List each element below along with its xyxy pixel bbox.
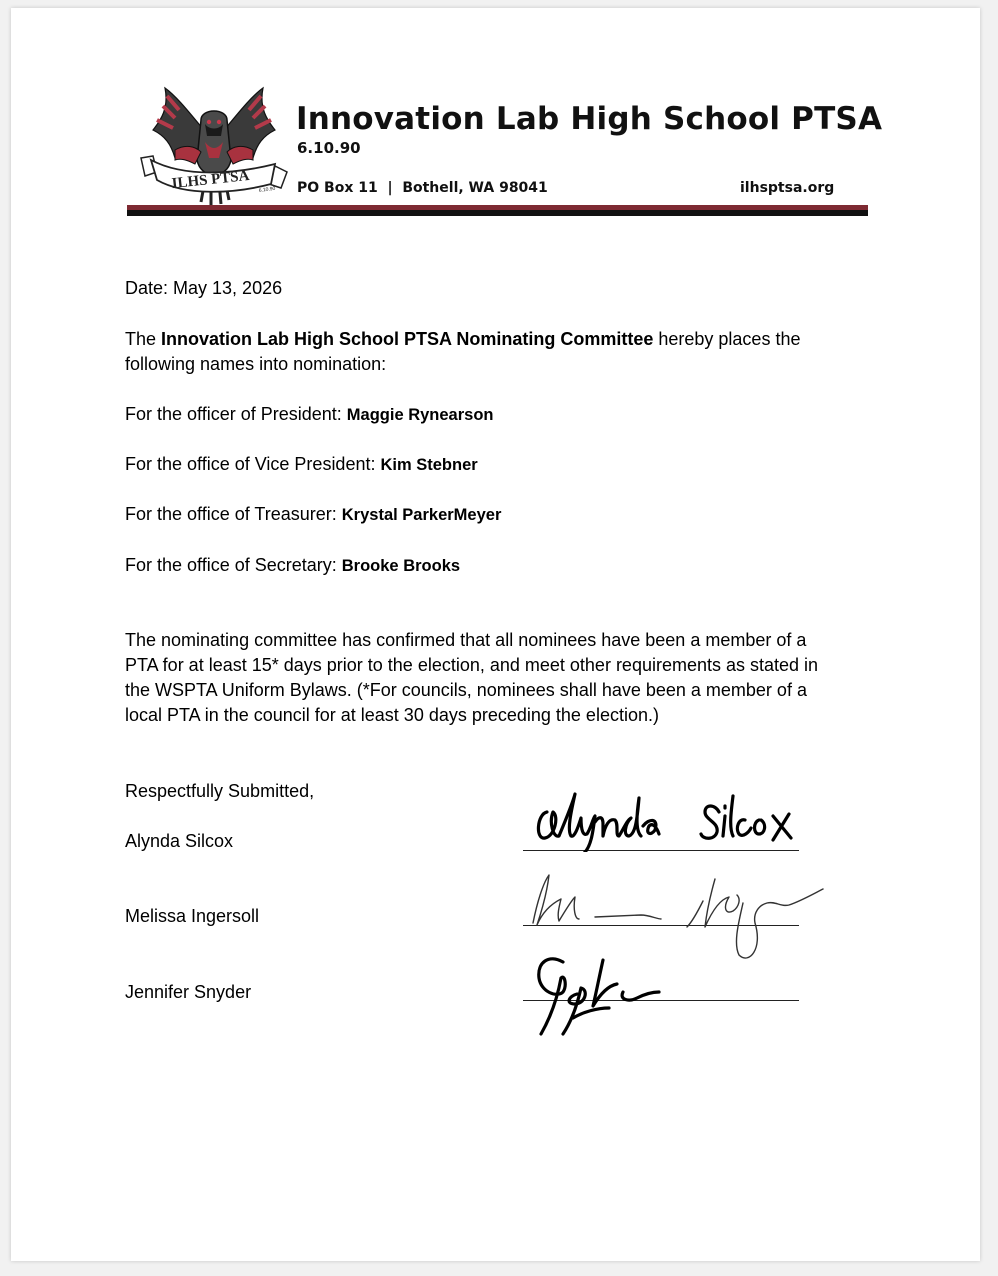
signer-name: Jennifer Snyder — [125, 982, 252, 1002]
intro-prefix: The — [125, 329, 162, 349]
intro-suffix: hereby places the — [653, 329, 801, 349]
signer-name: Alynda Silcox — [125, 831, 234, 851]
organization-name: Innovation Lab High School PTSA — [296, 101, 883, 137]
nomination-vice-president — [125, 452, 478, 478]
committee-name: Innovation Lab High School PTSA Nominating Committee — [161, 329, 654, 349]
nomination-treasurer — [125, 502, 501, 528]
signer-name: Melissa Ingersoll — [125, 906, 260, 926]
logo-banner-text: ILHS PTSA — [170, 167, 251, 193]
document-page — [11, 8, 980, 1261]
nomination-label: For the officer of President: — [125, 404, 347, 424]
closing: Respectfully Submitted, — [125, 781, 315, 801]
logo-number-text: 6.10.90 — [258, 185, 276, 194]
letter-date: Date: May 13, 2026 — [125, 278, 283, 298]
confirmation-line: local PTA in the council for at least 30 days preceding the election.) — [125, 705, 659, 725]
confirmation-line: the WSPTA Uniform Bylaws. (*For councils, nominees shall have been a member of a — [125, 680, 807, 700]
signature-jennifer-snyder — [519, 948, 749, 1043]
nominee-name: Krystal ParkerMeyer — [341, 506, 502, 524]
nomination-president — [125, 402, 494, 428]
intro-line-2: following names into nomination: — [125, 354, 387, 374]
nominee-name: Kim Stebner — [380, 456, 478, 474]
letterhead-rule-black — [127, 210, 868, 216]
nomination-secretary — [125, 553, 460, 579]
confirmation-paragraph — [125, 628, 885, 728]
organization-website: ilhsptsa.org — [740, 180, 835, 196]
nominee-name: Brooke Brooks — [341, 557, 461, 575]
organization-address: PO Box 11 | Bothell, WA 98041 — [297, 180, 548, 196]
confirmation-line: PTA for at least 15* days prior to the election, and meet other requirements as stated in — [125, 655, 819, 675]
nomination-label: For the office of Secretary: — [125, 555, 342, 575]
nomination-label: For the office of Treasurer: — [125, 504, 342, 524]
ilhs-ptsa-logo — [135, 80, 293, 216]
nominee-name: Maggie Rynearson — [346, 406, 494, 424]
organization-number: 6.10.90 — [297, 139, 361, 157]
intro-paragraph — [125, 327, 885, 377]
nomination-label: For the office of Vice President: — [125, 454, 381, 474]
signature-alynda-silcox — [519, 782, 829, 852]
confirmation-line: The nominating committee has confirmed that all nominees have been a member of a — [125, 630, 807, 650]
